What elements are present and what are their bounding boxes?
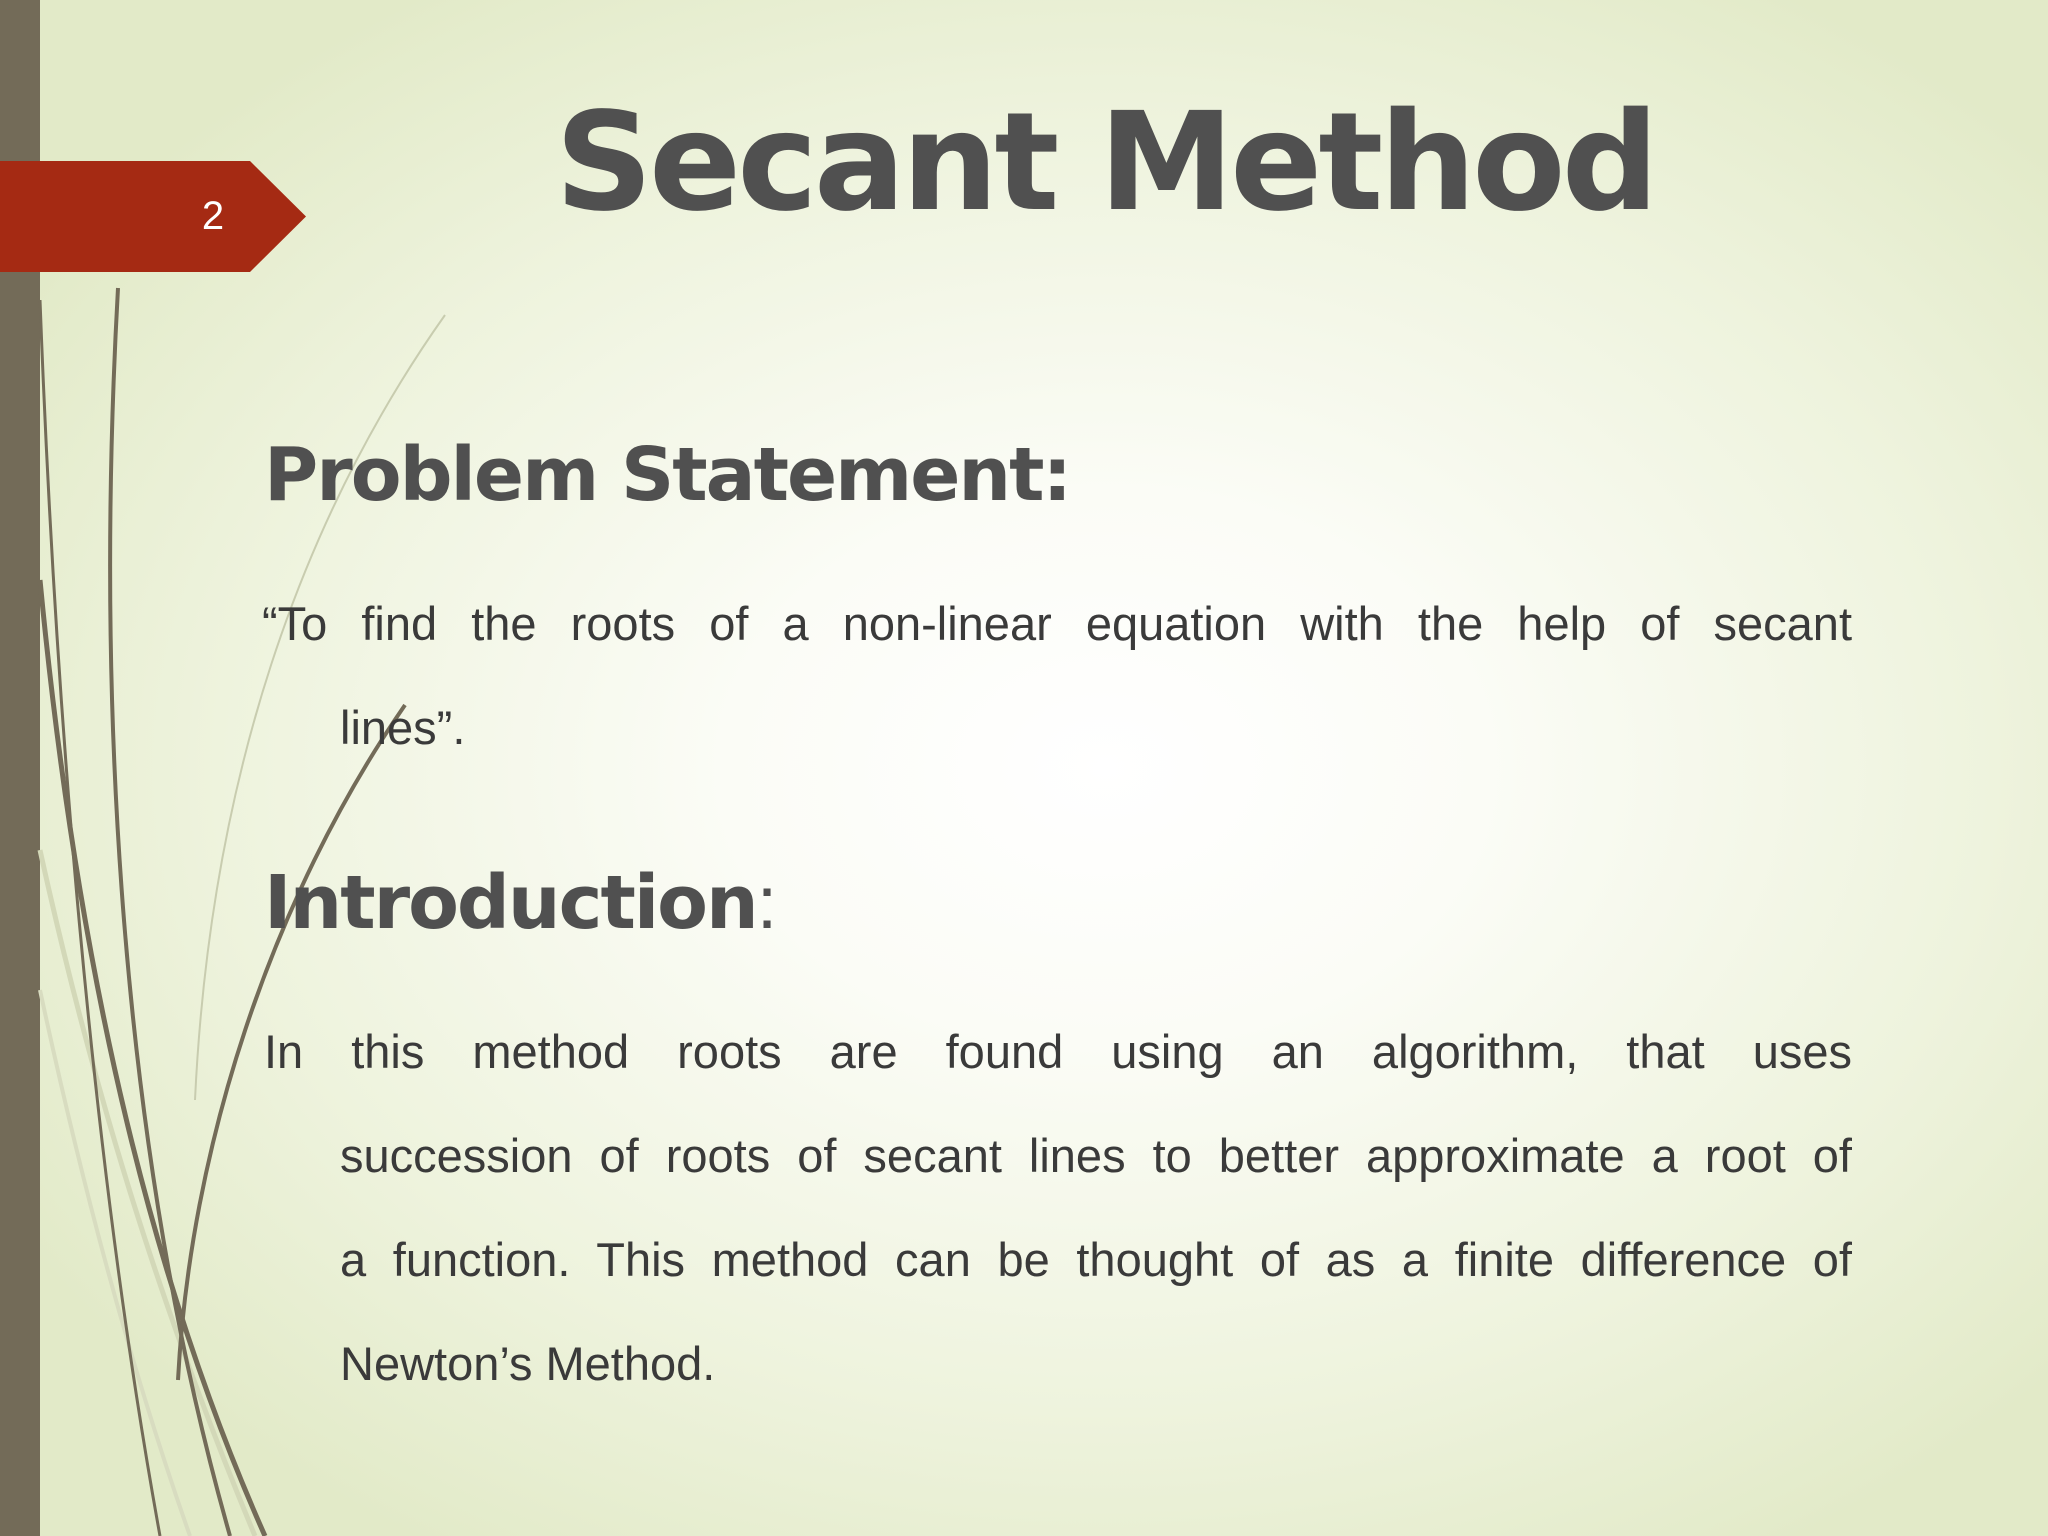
introduction-heading-text: Introduction [264, 860, 757, 946]
introduction-line-2: succession of roots of secant lines to better approximate a root of [340, 1129, 1852, 1182]
page-number: 2 [201, 194, 225, 238]
introduction-line-4: Newton’s Method. [340, 1337, 716, 1390]
curve-dark-2 [40, 580, 265, 1536]
badge-arrow-shape [0, 161, 306, 272]
page-number-badge [0, 161, 306, 272]
introduction-heading-colon: : [756, 861, 778, 944]
problem-statement-line-1: “To find the roots of a non-linear equation with the help of secant [262, 597, 1852, 650]
problem-statement-heading: Problem Statement: [264, 432, 1071, 518]
introduction-line-1: In this method roots are found using an algorithm, that uses [264, 1025, 1852, 1078]
introduction-line-3: a function. This method can be thought of as a finite difference of [340, 1233, 1852, 1286]
slide-title: Secant Method [555, 84, 1655, 242]
problem-statement-line-2: lines”. [340, 701, 466, 754]
introduction-heading [264, 858, 777, 948]
